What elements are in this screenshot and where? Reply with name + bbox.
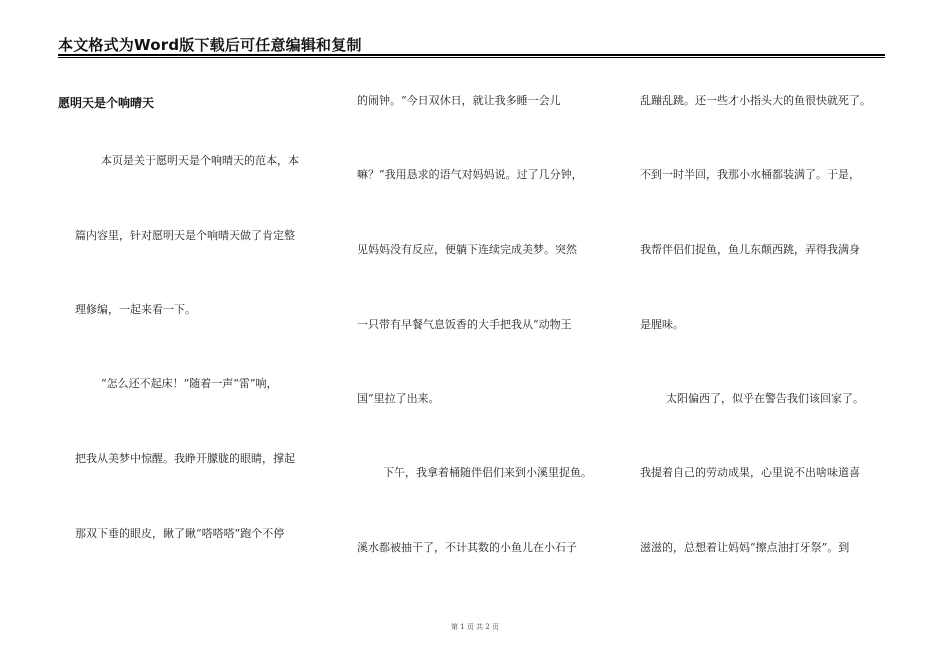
text-line: 本页是关于愿明天是个响晴天的范本，本 <box>101 154 299 167</box>
text-line: 溪水都被抽干了，不计其数的小鱼儿在小石子 <box>357 541 577 554</box>
page-number-footer: 第 1 页 共 2 页 <box>450 623 500 631</box>
text-line: 把我从美梦中惊醒。我睁开朦胧的眼睛，撑起 <box>75 452 295 465</box>
text-line: 那双下垂的眼皮，瞅了瞅“嗒嗒嗒”跑个不停 <box>75 527 285 540</box>
text-line: 一只带有早餐气息饭香的大手把我从“动物王 <box>357 318 572 331</box>
text-line: 滋滋的，总想着让妈妈“擦点油打牙祭”。到 <box>640 541 850 554</box>
text-line: 我提着自己的劳动成果，心里说不出啥味道喜 <box>640 466 860 479</box>
text-line: 是腥味。 <box>640 318 684 331</box>
text-line: 篇内容里，针对愿明天是个响晴天做了肯定整 <box>75 229 295 242</box>
text-line: 的闹钟。“今日双休日，就让我多睡一会儿 <box>357 94 561 107</box>
text-line: 下午，我拿着桶随伴侣们来到小溪里捉鱼。 <box>383 466 592 479</box>
document-header: 本文格式为Word版下载后可任意编辑和复制 <box>58 36 362 54</box>
text-line: 我帮伴侣们捉鱼，鱼儿东颠西跳，弄得我满身 <box>640 243 860 256</box>
text-line: 不到一时半回，我那小水桶都装满了。于是， <box>640 168 860 181</box>
text-line: 太阳偏西了，似乎在警告我们该回家了。 <box>666 392 864 405</box>
text-line: 嘛？”我用恳求的语气对妈妈说。过了几分钟， <box>357 168 583 181</box>
text-column-3 <box>640 60 902 620</box>
text-column-1 <box>75 60 333 620</box>
header-rule-thick <box>58 54 885 56</box>
text-column-2 <box>357 60 619 620</box>
text-line: 乱蹦乱跳。还一些才小指头大的鱼很快就死了。 <box>640 94 871 107</box>
text-line: 理修编，一起来看一下。 <box>75 303 196 316</box>
text-line: 国”里拉了出来。 <box>357 392 440 405</box>
header-rule-thin <box>58 57 885 58</box>
article-title: 愿明天是个响晴天 <box>58 96 155 110</box>
text-line: 见妈妈没有反应，便躺下连续完成美梦。突然 <box>357 243 577 256</box>
text-line: “怎么还不起床！”随着一声“雷”响， <box>101 377 278 390</box>
